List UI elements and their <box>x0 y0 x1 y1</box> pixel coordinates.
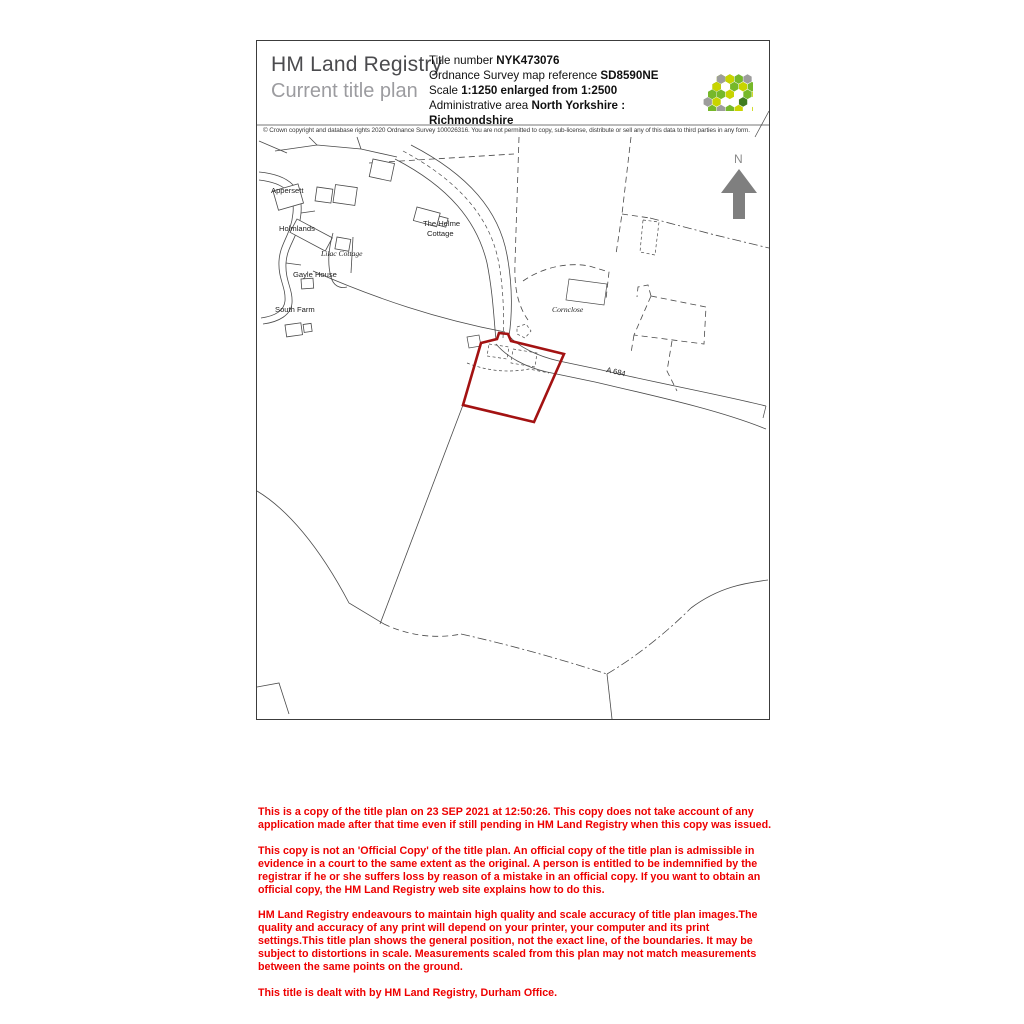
title-number-row <box>429 53 685 68</box>
title-plan-map <box>257 41 769 719</box>
scale-value: 1:1250 enlarged from 1:2500 <box>461 84 618 97</box>
map-label-south-farm: South Farm <box>275 305 315 314</box>
document-type-title: Current title plan <box>271 80 418 102</box>
disclaimer-notices <box>258 806 772 1013</box>
administrative-area-value: North Yorkshire : Richmondshire <box>429 99 626 127</box>
title-plan-frame <box>256 40 770 720</box>
hm-land-registry-wordmark <box>271 52 442 104</box>
map-label-gayle-house: Gayle House <box>293 270 337 279</box>
north-arrow-label: N <box>734 152 743 166</box>
os-map-reference-value: SD8590NE <box>600 69 659 82</box>
os-map-reference-row <box>429 68 685 83</box>
map-label-lilac-cottage: Lilac Cottage <box>321 249 363 258</box>
brand-title: HM Land Registry <box>271 53 443 76</box>
map-labels <box>271 186 627 378</box>
administrative-area-row <box>429 98 685 128</box>
map-label-appersett: Appersett <box>271 186 304 195</box>
scale-row <box>429 83 685 98</box>
map-label-helme-cottage-1: The Helme <box>423 219 461 228</box>
north-arrow-icon <box>721 169 757 219</box>
title-info-block <box>429 53 685 128</box>
crown-copyright-notice: © Crown copyright and database rights 2020 Ordnance Survey 100026316. You are not permitted to copy, sub-license, distribute or sell any of this data to third parties in any form. <box>263 127 750 134</box>
os-map-reference-label: Ordnance Survey map reference <box>429 69 601 82</box>
hm-land-registry-logo-icon <box>689 47 753 111</box>
map-label-holmlands: Holmlands <box>279 224 315 233</box>
title-number-value: NYK473076 <box>496 54 560 67</box>
notice-copy-date: This is a copy of the title plan on 23 SEP 2021 at 12:50:26. This copy does not take account of any application made after that time even if still pending in HM Land Registry when this copy was issued. <box>258 806 772 831</box>
map-label-helme-cottage-2: Cottage <box>427 229 454 238</box>
notice-official-copy: This copy is not an 'Official Copy' of the title plan. An official copy of the title plan is admissible in evidence in a court to the same extent as the original. A person is entitled to be indemnified by the registrar if he or she suffers loss by reason of a mistake in an official copy. If you want to obtain an official copy, the HM Land Registry web site explains how to do this. <box>258 844 761 896</box>
scale-label: Scale <box>429 84 462 97</box>
administrative-area-label: Administrative area <box>429 99 532 112</box>
notice-print-accuracy: HM Land Registry endeavours to maintain high quality and scale accuracy of title plan images.The quality and accuracy of any print will depend on your printer, your computer and its print settings.This title plan shows the general position, not the exact line, of the boundaries. It may be subject to distortions in scale. Measurements scaled from this plan may not match measurements between the same points on the ground. <box>258 909 758 974</box>
north-arrow <box>721 152 757 219</box>
notice-office: This title is dealt with by HM Land Registry, Durham Office. <box>258 986 558 999</box>
map-label-cornclose: Cornclose <box>552 305 584 314</box>
map-label-a684-road: A 684 <box>605 365 627 379</box>
title-number-label: Title number <box>429 54 497 67</box>
map-linework <box>257 137 769 719</box>
